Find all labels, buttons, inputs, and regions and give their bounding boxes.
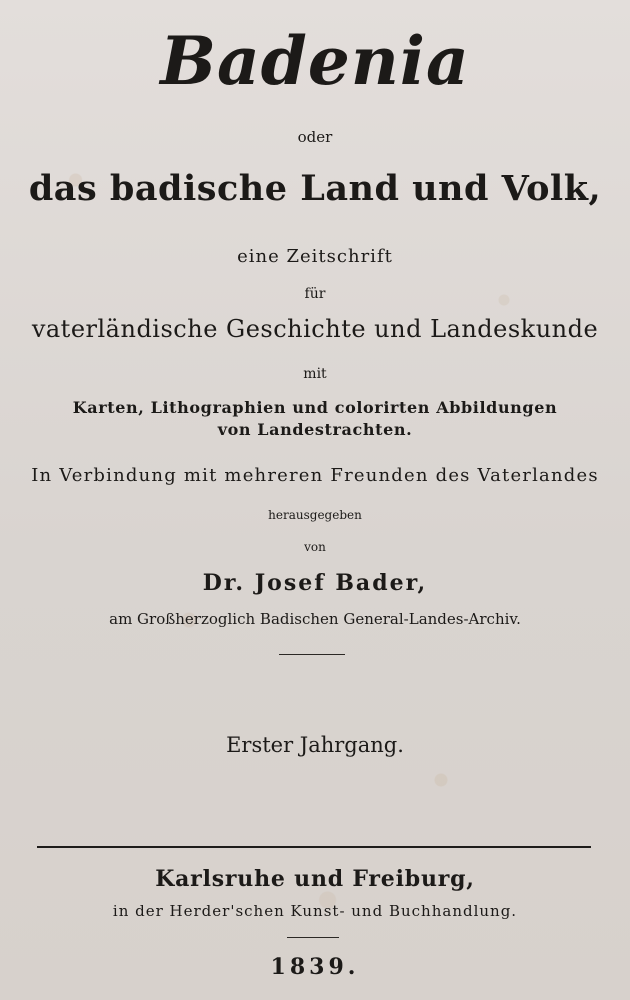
illustrations-line-1: Karten, Lithographien und colorirten Abbildungen bbox=[72, 398, 558, 417]
divider-long bbox=[37, 846, 591, 848]
divider-short bbox=[279, 654, 345, 655]
publication-year: 1839. bbox=[270, 954, 360, 980]
edited-label: herausgegeben bbox=[268, 508, 362, 522]
collaboration-line: In Verbindung mit mehreren Freunden des Vaterlandes bbox=[31, 465, 599, 486]
publisher: in der Herder'schen Kunst- und Buchhandlung. bbox=[112, 902, 518, 920]
preposition-fuer: für bbox=[304, 286, 326, 302]
journal-descriptor: eine Zeitschrift bbox=[237, 246, 393, 267]
illustrations-line-2: von Landestrachten. bbox=[217, 420, 413, 439]
publication-place: Karlsruhe und Freiburg, bbox=[155, 866, 475, 892]
conjunction-oder: oder bbox=[297, 128, 333, 146]
volume-label: Erster Jahrgang. bbox=[226, 733, 404, 757]
divider-short-bottom bbox=[287, 937, 339, 938]
book-title: Badenia bbox=[160, 22, 470, 100]
author-affiliation: am Großherzoglich Badischen General-Landes-Archiv. bbox=[109, 610, 521, 628]
preposition-mit: mit bbox=[303, 366, 327, 382]
author-name: Dr. Josef Bader, bbox=[202, 570, 428, 596]
by-label: von bbox=[304, 540, 326, 554]
book-subtitle: das badische Land und Volk, bbox=[28, 168, 602, 209]
subject-line: vaterländische Geschichte und Landeskunde bbox=[31, 315, 599, 343]
